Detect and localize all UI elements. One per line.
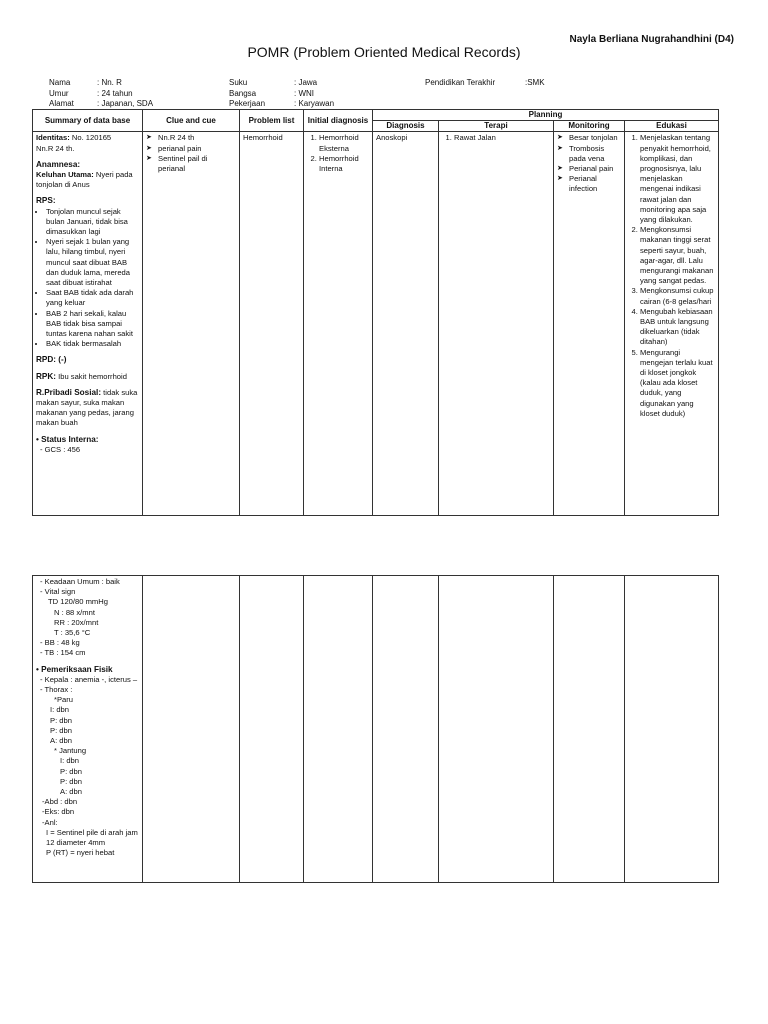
list-item: 1. Hemorrhoid Eksterna bbox=[319, 133, 369, 153]
t-value: T : 35,6 °C bbox=[54, 628, 91, 638]
pomr-table-page1 bbox=[32, 109, 719, 516]
header-diagnosis: Diagnosis bbox=[373, 121, 439, 132]
td-value: TD 120/80 mmHg bbox=[48, 597, 108, 607]
suku-label: Suku bbox=[229, 78, 248, 87]
clue-cell bbox=[143, 132, 240, 516]
umur-value: : 24 tahun bbox=[97, 88, 133, 98]
rps-list bbox=[36, 207, 139, 350]
header-monitoring: Monitoring bbox=[554, 121, 625, 132]
rps-label: RPS: bbox=[36, 196, 56, 206]
identitas-no: No. 120165 bbox=[69, 133, 112, 143]
clue-cell-2 bbox=[143, 576, 240, 883]
anl-label: -Anl: bbox=[42, 817, 58, 827]
header-terapi: Terapi bbox=[439, 121, 554, 132]
problem-cell: Hemorrhoid bbox=[240, 132, 304, 516]
jantung-p2: P: dbn bbox=[60, 776, 82, 786]
n-value: N : 88 x/mnt bbox=[54, 607, 95, 617]
tb-value: TB : 154 cm bbox=[44, 648, 86, 658]
edukasi-cell-2 bbox=[625, 576, 719, 883]
keluhan-value: Nyeri pada tonjolan di Anus bbox=[36, 170, 133, 190]
diagnosis-cell: Anoskopi bbox=[373, 132, 439, 516]
author-name: Nayla Berliana Nugrahandhini (D4) bbox=[569, 34, 734, 45]
anamnesa-label: Anamnesa: bbox=[36, 159, 81, 169]
list-item: • Nyeri sejak 1 bulan yang lalu, hilang timbul, nyeri muncul saat dibuat BAB dan duduk lama, mereda saat dibuat istirahat bbox=[46, 237, 139, 288]
terapi-cell bbox=[439, 132, 554, 516]
list-item: 2. Hemorrhoid Interna bbox=[319, 154, 369, 174]
list-item: ➤ Sentinel pail di perianal bbox=[146, 154, 236, 174]
umur-label: Umur bbox=[49, 88, 69, 98]
rpk-label: RPK: bbox=[36, 371, 57, 381]
vital-sign-label: Vital sign bbox=[44, 587, 76, 597]
rr-value: RR : 20x/mnt bbox=[54, 617, 99, 627]
nama-value: : Nn. R bbox=[97, 78, 122, 87]
rpd-label: RPD: (-) bbox=[36, 355, 67, 365]
bangsa-label: Bangsa bbox=[229, 88, 257, 98]
initial-diagnosis-cell bbox=[304, 132, 373, 516]
paru-label: *Paru bbox=[54, 695, 73, 705]
header-problem: Problem list bbox=[240, 110, 304, 132]
pekerjaan-label: Pekerjaan bbox=[229, 99, 266, 108]
nama-label: Nama bbox=[49, 78, 71, 87]
jantung-label: * Jantung bbox=[54, 746, 87, 756]
jantung-a: A: dbn bbox=[60, 787, 82, 797]
patient-info-mid bbox=[229, 78, 334, 110]
paru-p2: P: dbn bbox=[50, 725, 72, 735]
list-item: 2. Mengkonsumsi makanan tinggi serat seperti sayur, buah, agar-agar, dll. Lalu mengurangi makanan yang sangat pedas. bbox=[640, 225, 715, 286]
terapi-cell-2 bbox=[439, 576, 554, 883]
anl-palpation: P (RT) = nyeri hebat bbox=[46, 848, 115, 858]
pemeriksaan-label: Pemeriksaan Fisik bbox=[41, 664, 113, 674]
list-item: ➤ Trombosis pada vena bbox=[557, 144, 621, 164]
jantung-i: I: dbn bbox=[60, 756, 79, 766]
list-item: • Tonjolan muncul sejak bulan Januari, tidak bisa dimasukkan lagi bbox=[46, 207, 139, 238]
summary-cell-1: Identitas: No. 120165 Nn.R 24 th. Anamnesa: Keluhan Utama: Nyeri pada tonjolan di Anus RPS: • Tonjolan muncul sejak bulan Januari, tidak bisa dimasukkan lagi • Nyeri sejak 1 bulan yang lalu, hilang timbul, nyeri muncul saat dibuat BAB dan duduk lama, mereda saat dibuat istirahat • Saat BAB tidak ada darah yang keluar • BAB 2 hari sekali, kalau BAB tidak bisa sampai tuntas karena nahan sakit • BAK tidak bermasalah RPD: (-) RPK: Ibu sakit hemorrhoid R.Pribadi Sosial: tidak suka makan sayur, suka makan makanan yang pedas, jarang makan buah • Status Interna: - GCS : 456 bbox=[33, 132, 143, 516]
status-interna-label: Status Interna: bbox=[41, 434, 99, 444]
pendidikan-label: Pendidikan Terakhir bbox=[425, 78, 496, 87]
list-item: ➤ perianal pain bbox=[146, 144, 236, 154]
header-clue: Clue and cue bbox=[143, 110, 240, 132]
monitoring-cell bbox=[554, 132, 625, 516]
rpk-value: Ibu sakit hemorrhoid bbox=[56, 371, 127, 381]
summary-cell-2: - Keadaan Umum : baik - Vital sign TD 120/80 mmHg N : 88 x/mnt RR : 20x/mnt T : 35,6 °C - BB : 48 kg - TB : 154 cm • Pemeriksaan Fisik - Kepala : anemia -, icterus – - Thorax : *Paru I: dbn P: dbn P: dbn A: dbn * Jantung I: dbn P: dbn P: dbn A: dbn -Abd : dbn -Eks: dbn -Anl: I = Sentinel pile di arah jam 12 diameter 4mm P (RT) = nyeri hebat bbox=[33, 576, 143, 883]
pendidikan-value: :SMK bbox=[525, 78, 545, 87]
list-item: ➤ Perianal infection bbox=[557, 174, 621, 194]
abd-value: -Abd : dbn bbox=[42, 797, 78, 807]
header-summary: Summary of data base bbox=[33, 110, 143, 132]
list-item: ➤ Perianal pain bbox=[557, 164, 621, 174]
alamat-label: Alamat bbox=[49, 99, 74, 108]
suku-value: : Jawa bbox=[294, 78, 318, 87]
patient-info-right bbox=[425, 78, 545, 89]
bb-value: BB : 48 kg bbox=[44, 638, 80, 648]
thorax-label: Thorax : bbox=[44, 685, 73, 695]
list-item: 1. Menjelaskan tentang penyakit hemorrhoid, komplikasi, dan prognosisnya, lalu menjelaskan mengenai indikasi rawat jalan dan monitoring apa saja yang dilakukan. bbox=[640, 133, 715, 225]
alamat-value: : Japanan, SDA bbox=[97, 99, 154, 108]
list-item: • BAB 2 hari sekali, kalau BAB tidak bisa sampai tuntas karena nahan sakit bbox=[46, 309, 139, 340]
list-item: 5. Mengurangi mengejan terlalu kuat di kloset jongkok (kalau ada kloset duduk, yang digunakan yang kloset duduk) bbox=[640, 348, 715, 419]
edukasi-cell bbox=[625, 132, 719, 516]
header-initial: Initial diagnosis bbox=[304, 110, 373, 132]
rpribadi-label: R.Pribadi Sosial: bbox=[36, 387, 102, 397]
paru-i: I: dbn bbox=[50, 705, 69, 715]
patient-info-left bbox=[49, 78, 153, 110]
problem-cell-2 bbox=[240, 576, 304, 883]
jantung-p1: P: dbn bbox=[60, 766, 82, 776]
pekerjaan-value: : Karyawan bbox=[294, 99, 335, 108]
diagnosis-cell-2 bbox=[373, 576, 439, 883]
list-item: 3. Mengkonsumsi cukup cairan (6-8 gelas/hari bbox=[640, 286, 715, 306]
bangsa-value: : WNI bbox=[294, 88, 314, 98]
paru-p1: P: dbn bbox=[50, 715, 72, 725]
identitas-name: Nn.R 24 th. bbox=[36, 143, 75, 153]
list-item: • Saat BAB tidak ada darah yang keluar bbox=[46, 288, 139, 308]
list-item: • BAK tidak bermasalah bbox=[46, 339, 139, 349]
monitoring-cell-2 bbox=[554, 576, 625, 883]
rpribadi-value: tidak suka makan sayur, suka makan makanan yang pedas, jarang makan buah bbox=[36, 387, 138, 428]
eks-value: -Eks: dbn bbox=[42, 807, 75, 817]
list-item: ➤ Besar tonjolan bbox=[557, 133, 621, 143]
initial-diagnosis-cell-2 bbox=[304, 576, 373, 883]
keluhan-label: Keluhan Utama: bbox=[36, 170, 94, 180]
list-item: 1. Rawat Jalan bbox=[454, 133, 550, 143]
kepala-value: Kepala : anemia -, icterus – bbox=[44, 674, 138, 684]
keadaan-umum: Keadaan Umum : baik bbox=[44, 577, 120, 586]
header-planning: Planning bbox=[373, 110, 719, 121]
list-item: ➤ Nn.R 24 th bbox=[146, 133, 236, 143]
gcs-value: GCS : 456 bbox=[44, 444, 81, 454]
pomr-table-page2 bbox=[32, 575, 719, 883]
header-edukasi: Edukasi bbox=[625, 121, 719, 132]
anl-inspection: I = Sentinel pile di arah jam 12 diameter 4mm bbox=[46, 827, 138, 848]
page-title: POMR (Problem Oriented Medical Records) bbox=[247, 44, 521, 60]
identitas-label: Identitas: bbox=[36, 133, 70, 143]
list-item: 4. Mengubah kebiasaan BAB untuk langsung dikeluarkan (tidak ditahan) bbox=[640, 307, 715, 348]
paru-a: A: dbn bbox=[50, 736, 72, 746]
